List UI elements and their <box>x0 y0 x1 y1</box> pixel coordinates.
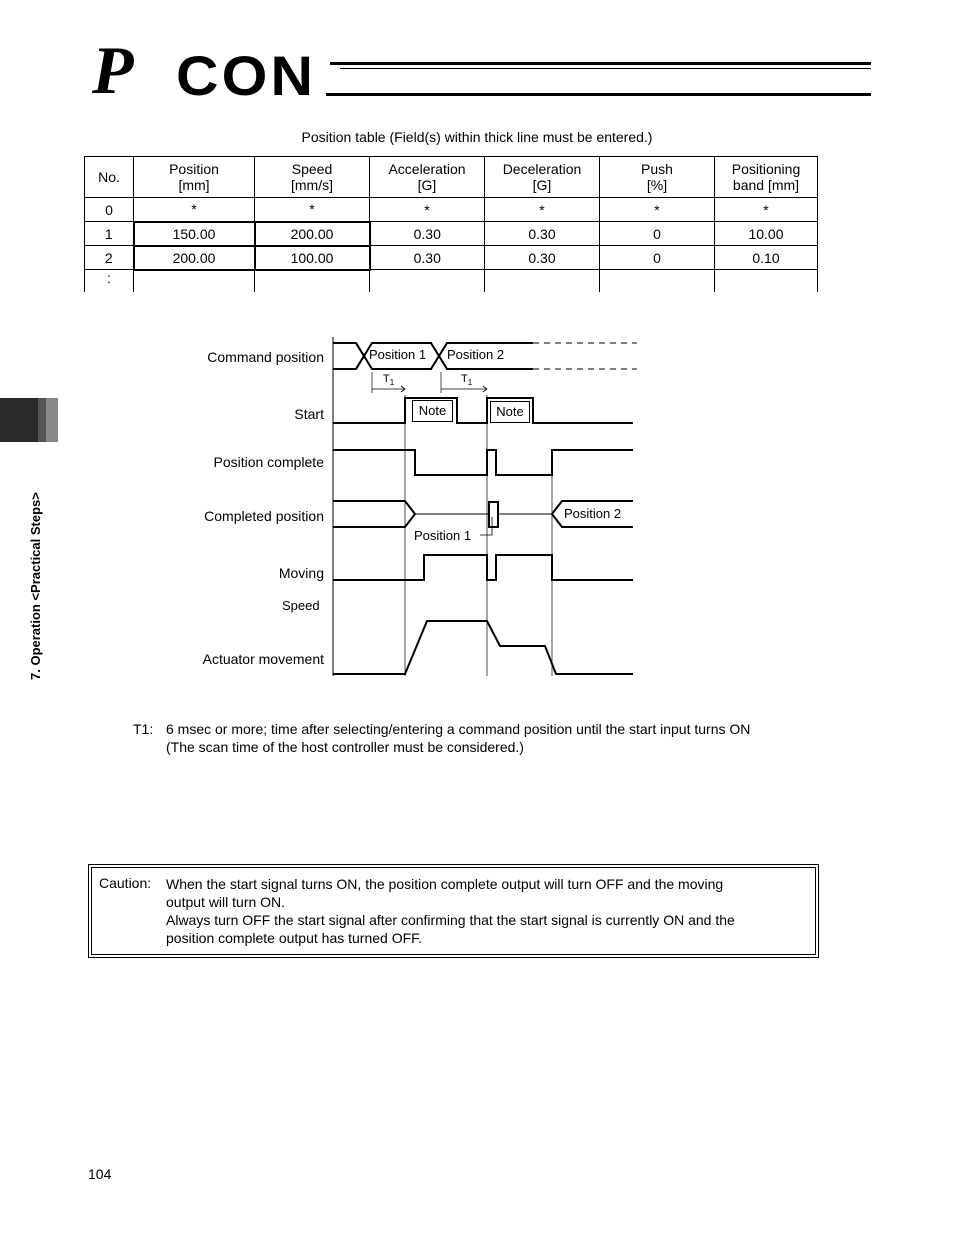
completed-position-1-label: Position 1 <box>414 528 472 543</box>
label-moving: Moving <box>278 565 324 581</box>
header-push: Push [%] <box>600 157 715 198</box>
header-speed: Speed [mm/s] <box>255 157 370 198</box>
actuator-movement-wave <box>333 621 633 674</box>
table-cell: * <box>715 198 818 222</box>
t1-label-1: $T_1$ <box>383 373 395 388</box>
page-number: 104 <box>88 1166 112 1182</box>
chapter-label: 7. Operation <Practical Steps> <box>28 492 43 680</box>
header-positioning-band: Positioning band [mm] <box>715 157 818 198</box>
table-cell: 0.30 <box>485 222 600 246</box>
table-cell: * <box>485 198 600 222</box>
table-cell: 0.30 <box>370 222 485 246</box>
footnote-line-1: 6 msec or more; time after selecting/entering a command position until the start input turns ON <box>166 721 751 737</box>
header-deceleration: Deceleration [G] <box>485 157 600 198</box>
table-cell: 2 <box>85 246 134 270</box>
header-no: No. <box>85 157 134 198</box>
table-cell: 0.30 <box>485 246 600 270</box>
footnote-text <box>166 720 836 756</box>
label-command-position: Command position <box>207 349 324 365</box>
table-caption: Position table (Field(s) within thick line must be entered.) <box>301 129 653 145</box>
label-start: Start <box>294 406 324 422</box>
caution-line-4: position complete output has turned OFF. <box>166 930 423 946</box>
note-box-2: Note <box>490 401 530 423</box>
table-cell: 200.00 <box>134 246 255 270</box>
header-position: Position [mm] <box>134 157 255 198</box>
table-cell: 0.30 <box>370 246 485 270</box>
logo-p: P <box>92 32 132 108</box>
label-speed: Speed <box>282 598 320 613</box>
note-box-1: Note <box>412 400 453 422</box>
table-cell: 150.00 <box>134 222 255 246</box>
table-cell: * <box>370 198 485 222</box>
caution-line-1: When the start signal turns ON, the position complete output will turn OFF and the moving <box>166 876 724 892</box>
header-acceleration: Acceleration [G] <box>370 157 485 198</box>
label-actuator-movement: Actuator movement <box>202 651 324 667</box>
table-cell: 1 <box>85 222 134 246</box>
table-cell: * <box>255 198 370 222</box>
table-cell: 0 <box>85 198 134 222</box>
table-cell: 0 <box>600 222 715 246</box>
caution-label: Caution: <box>99 875 152 891</box>
t1-label-2: $T_1$ <box>461 373 473 388</box>
position-complete-wave <box>333 450 633 475</box>
caution-text <box>166 875 816 947</box>
table-cell: 0 <box>600 246 715 270</box>
bus-position-1: Position 1 <box>369 347 427 362</box>
table-cell: * <box>600 198 715 222</box>
logo-con: CON <box>176 44 317 107</box>
table-cell: 200.00 <box>255 222 370 246</box>
footnote-line-2: (The scan time of the host controller must be considered.) <box>166 739 524 755</box>
caution-line-3: Always turn OFF the start signal after confirming that the start signal is currently ON and the <box>166 912 735 928</box>
table-cell: 0.10 <box>715 246 818 270</box>
moving-wave <box>333 555 633 580</box>
label-completed-position: Completed position <box>204 508 324 524</box>
table-cell: 100.00 <box>255 246 370 270</box>
table-cell: : <box>85 270 134 292</box>
table-cell: * <box>134 198 255 222</box>
footnote-label: T1: <box>133 721 154 737</box>
bus-position-2: Position 2 <box>447 347 505 362</box>
start-wave <box>333 398 633 423</box>
completed-position-2-label: Position 2 <box>564 506 622 521</box>
caution-line-2: output will turn ON. <box>166 894 286 910</box>
label-position-complete: Position complete <box>213 454 324 470</box>
table-cell: 10.00 <box>715 222 818 246</box>
